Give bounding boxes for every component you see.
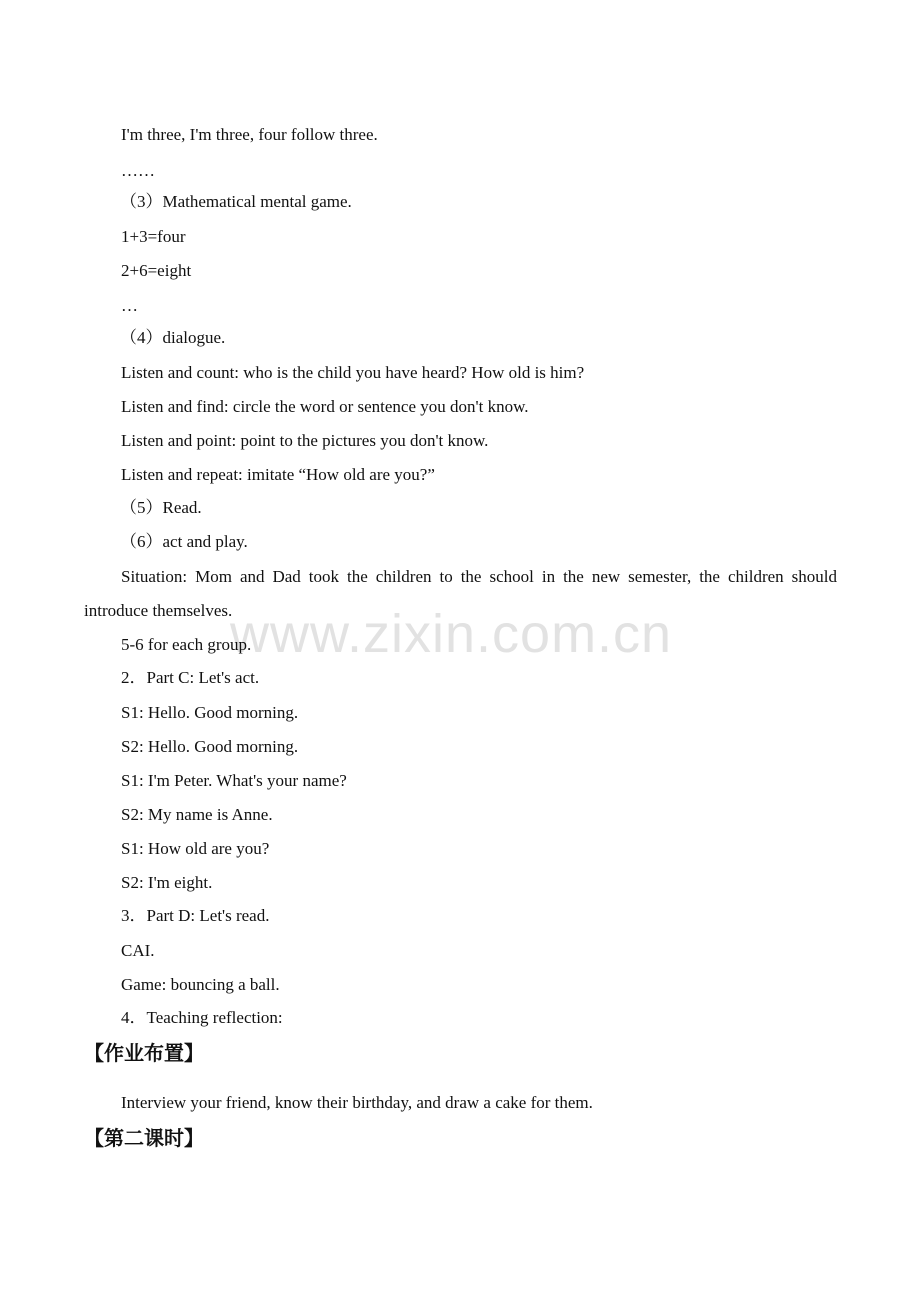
listen-point-line: Listen and point: point to the pictures you don't know. <box>121 431 489 450</box>
math-example-2: 2+6=eight <box>121 261 192 280</box>
listen-find-line: Listen and find: circle the word or sentence you don't know. <box>121 397 529 416</box>
game-line: Game: bouncing a ball. <box>121 975 280 994</box>
teaching-reflection-line: 4．Teaching reflection: <box>121 1008 283 1027</box>
step-act-play: （6）act and play. <box>120 532 248 551</box>
dialogue-line: S2: I'm eight. <box>121 873 213 892</box>
dialogue-line: S2: My name is Anne. <box>121 805 273 824</box>
step-read: （5）Read. <box>120 498 202 517</box>
dialogue-line: S1: How old are you? <box>121 839 270 858</box>
cai-line: CAI. <box>121 941 155 960</box>
math-example-1: 1+3=four <box>121 227 186 246</box>
step-mental-game: （3）Mathematical mental game. <box>120 192 352 211</box>
group-size-line: 5-6 for each group. <box>121 635 252 654</box>
ellipsis-line: …… <box>121 161 155 180</box>
situation-paragraph: Situation: Mom and Dad took the children to the school in the new semester, the children should introduce themselves. <box>84 567 837 620</box>
listen-repeat-line: Listen and repeat: imitate “How old are you?” <box>121 465 435 484</box>
step-dialogue: （4）dialogue. <box>120 328 226 347</box>
second-lesson-heading: 【第二课时】 <box>84 1126 204 1150</box>
ellipsis-line-2: … <box>121 296 138 315</box>
homework-text: Interview your friend, know their birthday, and draw a cake for them. <box>121 1093 593 1112</box>
dialogue-line: S1: Hello. Good morning. <box>121 703 299 722</box>
chant-line: I'm three, I'm three, four follow three. <box>121 125 378 144</box>
part-d-heading: 3．Part D: Let's read. <box>121 906 270 925</box>
watermark: www.zixin.com.cn <box>230 604 673 664</box>
dialogue-line: S2: Hello. Good morning. <box>121 737 299 756</box>
dialogue-line: S1: I'm Peter. What's your name? <box>121 771 347 790</box>
homework-heading: 【作业布置】 <box>84 1041 204 1065</box>
part-c-heading: 2．Part C: Let's act. <box>121 668 260 687</box>
listen-count-line: Listen and count: who is the child you have heard? How old is him? <box>121 363 585 382</box>
